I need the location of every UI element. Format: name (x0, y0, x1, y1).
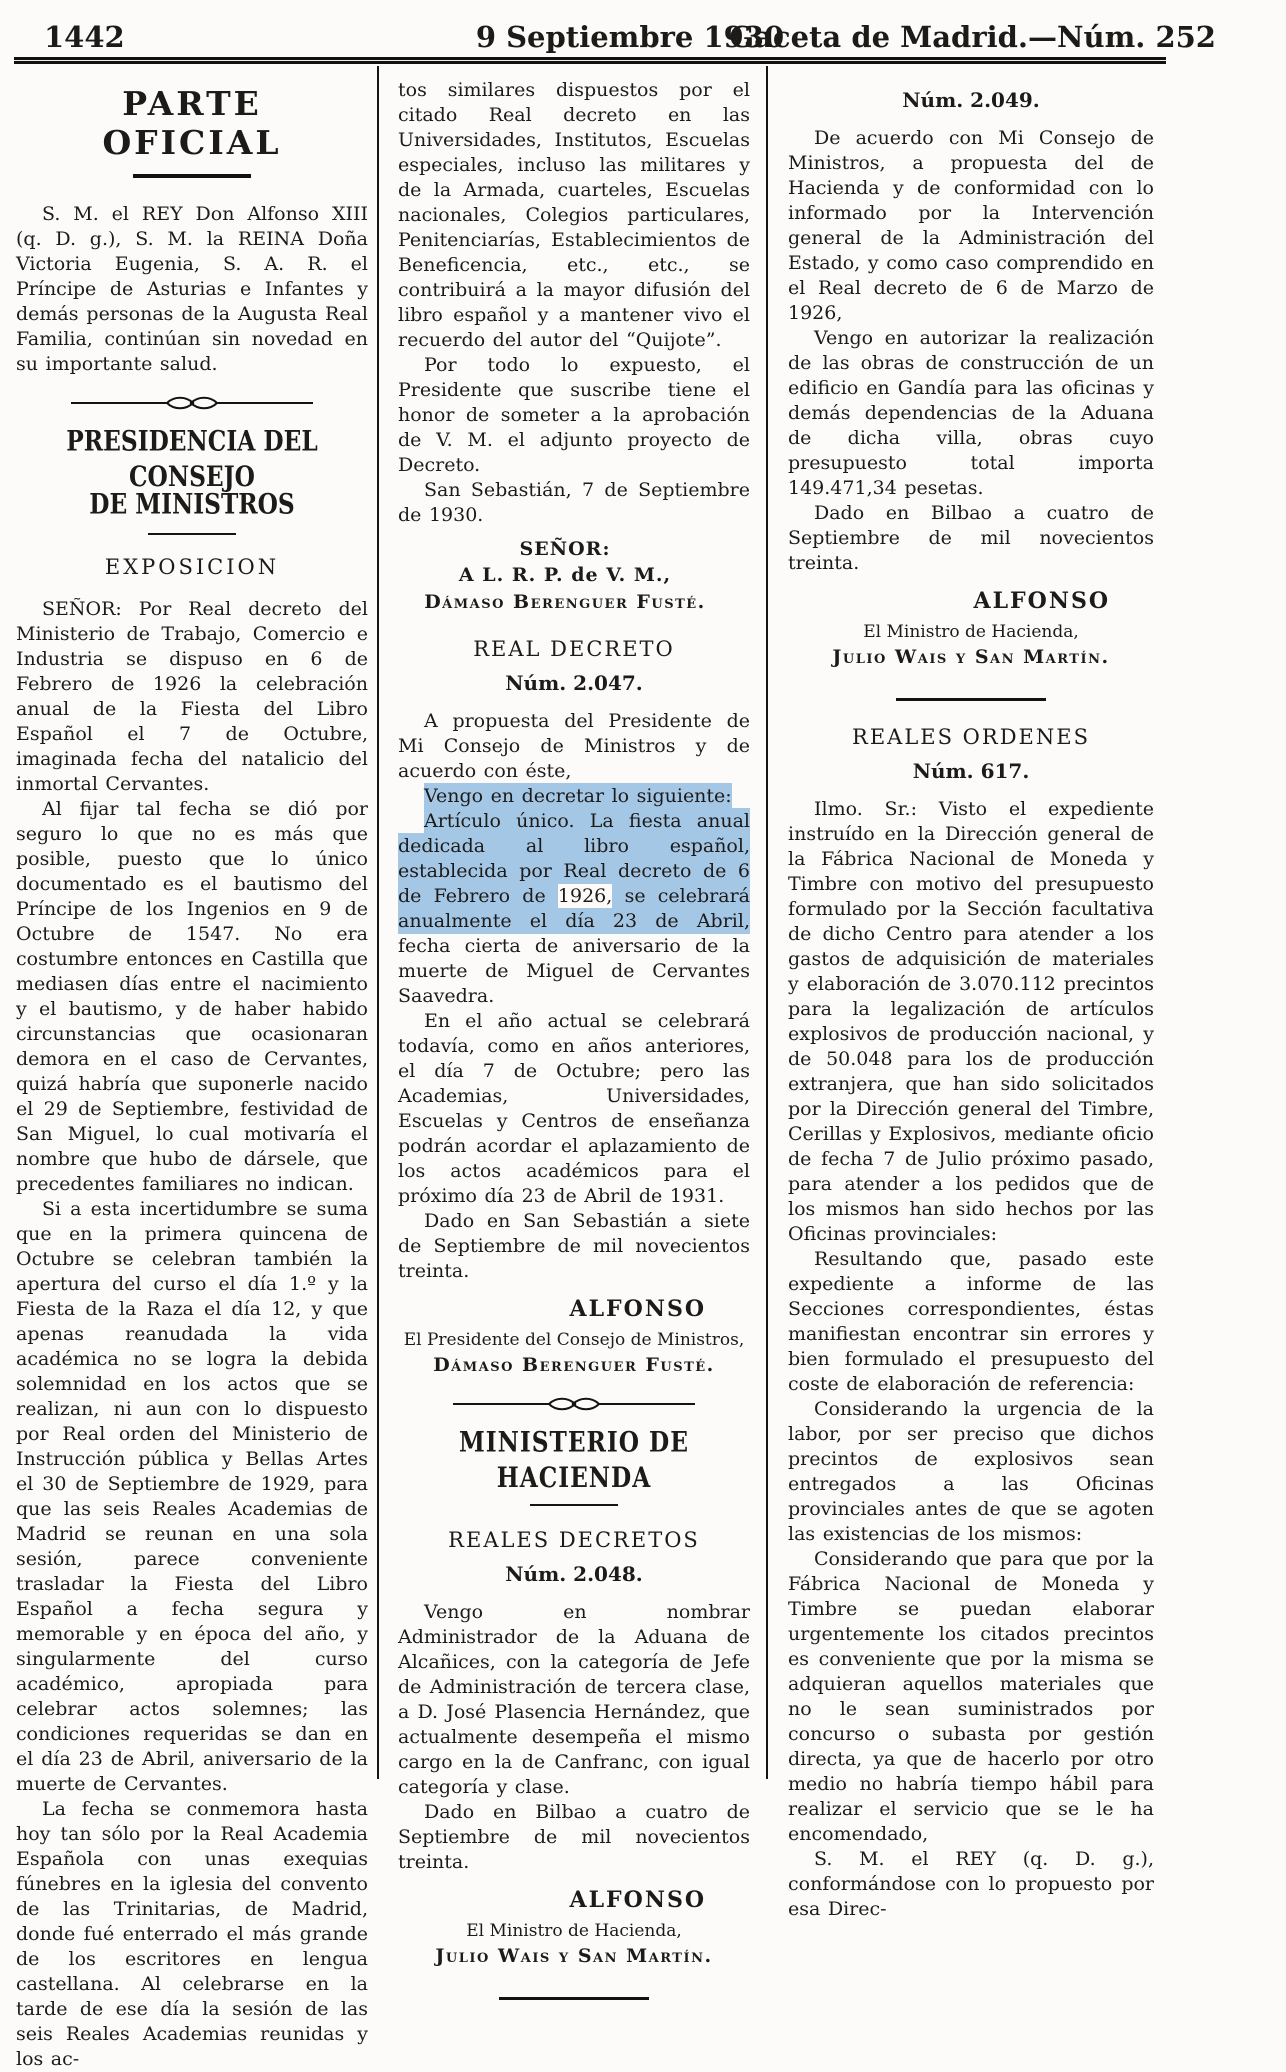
alfonso-signature-1: ALFONSO (569, 1296, 706, 1322)
order-617-considerando-2: Considerando que para que por la Fábrica Nacional de Moneda y Timbre se puedan elaborar urgentemente los citados precintos es conveniente que por la misma se adquieran aquellos materiales que no le sean suministrados por concurso o subasta por gestión directa, ya que de hacerlo por otro medio no habría tiempo hábil para realizar el servicio que se le ha encomendado, (788, 1548, 1154, 1845)
exposicion-paragraph-5: tos similares dispuestos por el citado Real decreto en las Universidades, Institutos, Escuelas especiales, incluso las militares y de la Armada, cuarteles, Escuelas nacionales, Colegios particulares, Penitenciarías, Establecimientos de Beneficencia, etc., etc., se contribuirá a la mayor difusión del libro español y a mantener vivo el recuerdo del autor del “Quijote”. (398, 79, 750, 351)
signature-line: El Ministro de Hacienda, (863, 622, 1079, 642)
column-1 (16, 64, 368, 2072)
highlighted-text: se celebrará anualmente el día 23 de Abril, (398, 885, 750, 932)
decree-number-2047: Núm. 2.047. (505, 671, 643, 695)
decree-2047-intro: A propuesta del Presidente de Mi Consejo de Ministros y de acuerdo con éste, (398, 710, 750, 782)
exposicion-heading: EXPOSICION (104, 555, 280, 579)
decree-2049-intro: De acuerdo con Mi Consejo de Ministros, a propuesta del de Hacienda y de conformidad con lo informado por la Intervención general de la Administración del Estado, y como caso comprendido en el Real decreto de 6 de Marzo de 1926, (788, 127, 1154, 324)
small-rule (148, 533, 236, 535)
highlighted-text: Vengo en decretar lo siguiente: (424, 785, 732, 807)
minister-signature-1 (398, 1919, 750, 1969)
exposicion-paragraph-1: SEÑOR: Por Real decreto del Ministerio de Trabajo, Comercio e Industria se dispuso en 6 de Febrero de 1926 la celebración anual de la Fiesta del Libro Español el 7 de Octubre, imaginada fecha del natalicio del inmortal Cervantes. (16, 598, 368, 795)
highlighted-text: Artículo único. La fiesta anual dedicada al libro español, establecida por Real decreto de 6 de Febrero de (398, 810, 750, 907)
column-3 (788, 64, 1154, 1922)
end-rule-1 (499, 1997, 649, 2000)
page-number: 1442 (44, 20, 125, 54)
heading-line: MINISTERIO DE HACIENDA (459, 1424, 689, 1495)
torsade-ornament-icon (67, 395, 317, 411)
order-617-resolution: S. M. el REY (q. D. g.), conformándose con lo propuesto por esa Direc- (788, 1848, 1154, 1920)
exposicion-paragraph-4: La fecha se conmemora hasta hoy tan sólo por la Real Academia Española con unas exequias fúnebres en la iglesia del convento de las Trinitarias, de Madrid, donde fué enterrado el más grande de los escritores en lengua castellana. Al celebrarse en la tarde de ese día la sesión de las seis Reales Academias reunidas y los ac- (16, 1798, 368, 2070)
decree-number-2049: Núm. 2.049. (902, 88, 1040, 112)
ministerio-hacienda-heading (398, 1424, 750, 1495)
ornament-divider (16, 395, 368, 415)
small-rule-2 (530, 1504, 618, 1506)
decree-2049-body: Vengo en autorizar la realización de las obras de construcción de un edificio en Gandía para las oficinas y demás dependencias de la Aduana de dicha villa, obras cuyo presupuesto total importa 149.471,34 pesetas. (788, 327, 1154, 499)
senor-closing (398, 536, 732, 615)
masthead-title: Gaceta de Madrid.—Núm. 252 (729, 20, 1216, 54)
signature-line: Dámaso Berenguer Fusté. (433, 1354, 715, 1376)
dateline-san-sebastian: San Sebastián, 7 de Septiembre de 1930. (398, 479, 750, 526)
plain-text: fecha cierta de aniversario de la muerte de Miguel de Cervantes Saavedra. (398, 935, 750, 1007)
decree-2048-body: Vengo en nombrar Administrador de la Aduana de Alcañices, con la categoría de Jefe de Administración de tercera clase, a D. José Plasencia Hernández, que actualmente desempeña el mismo cargo en la de Canfranc, con igual categoría y clase. (398, 1601, 750, 1798)
ornament-divider-2 (398, 1396, 750, 1416)
decree-number-2048: Núm. 2.048. (505, 1562, 643, 1586)
signature-line: Julio Wais y San Martín. (832, 646, 1110, 668)
alfonso-signature-3: ALFONSO (973, 588, 1110, 614)
order-617-considerando-1: Considerando la urgencia de la labor, por ser preciso que dichos precintos de explosivos sean entregados a las Oficinas provinciales antes de que se agoten las existencias de los mismos: (788, 1398, 1154, 1545)
heading-line: PRESIDENCIA DEL CONSEJO (66, 423, 318, 494)
end-rule-2 (896, 698, 1046, 701)
decree-2047-formula-highlighted (398, 784, 750, 809)
decree-2048-dateline: Dado en Bilbao a cuatro de Septiembre de mil novecientos treinta. (398, 1801, 750, 1873)
reales-ordenes-heading: REALES ORDENES (852, 725, 1090, 749)
signature-line: Julio Wais y San Martín. (435, 1945, 713, 1967)
signature-line: El Presidente del Consejo de Ministros, (403, 1330, 745, 1350)
exposicion-paragraph-3: Si a esta incertidumbre se suma que en la primera quincena de Octubre se celebran también la apertura del curso el día 1.º y la Fiesta de la Raza el día 12, y que apenas reanudada la vida académica no se logra la debida solemnidad en los actos que se realizan, ni aun con lo dispuesto por Real orden del Ministerio de Instrucción pública y Bellas Artes el 30 de Septiembre de 1929, para que las seis Reales Academias de Madrid se reunan en una sola sesión, parece conveniente trasladar la Fiesta del Libro Español a fecha segura y memorable y en época del año, y singularmente del curso académico, apropiada para celebrar actos solemnes; las condiciones requeridas se dan en el día 23 de Abril, aniversario de la muerte de Cervantes. (16, 1198, 368, 1795)
issue-date: 9 Septiembre 1930 (475, 20, 785, 54)
order-617-visto: Ilmo. Sr.: Visto el expediente instruído en la Dirección general de la Fábrica Nacional de Moneda y Timbre con motivo del presupuesto formulado por la Sección facultativa de dicho Centro para atender a los gastos de adquisición de materiales y elaboración de 3.070.112 precintos para la legalización de artículos explosivos de producción nacional, y de 50.048 para los de producción extranjera, que han sido solicitados por la Dirección general del Timbre, Cerillas y Explosivos, mediante oficio de fecha 7 de Julio próximo pasado, para atender a los pedidos que de los mismos han sido hechos por las Oficinas provinciales: (788, 798, 1154, 1245)
presidencia-heading (16, 423, 368, 521)
torsade-ornament-icon (449, 1396, 699, 1412)
closing-line: SEÑOR: (519, 538, 611, 560)
column-divider-1 (377, 66, 379, 1779)
decree-2049-dateline: Dado en Bilbao a cuatro de Septiembre de mil novecientos treinta. (788, 502, 1154, 574)
heading-line: DE MINISTROS (89, 486, 295, 521)
order-number-617: Núm. 617. (912, 759, 1030, 783)
plain-text: 1926, (557, 885, 613, 907)
closing-line: A L. R. P. de V. M., (458, 564, 672, 586)
closing-line: Dámaso Berenguer Fusté. (424, 591, 706, 613)
heading-underline (133, 174, 251, 178)
signature-line: El Ministro de Hacienda, (466, 1921, 682, 1941)
header-rule (14, 57, 1166, 64)
exposicion-paragraph-6: Por todo lo expuesto, el Presidente que suscribe tiene el honor de someter a la aprobación de V. M. el adjunto proyecto de Decreto. (398, 354, 750, 476)
reales-decretos-heading: REALES DECRETOS (448, 1528, 700, 1552)
column-divider-2 (766, 66, 768, 1779)
decree-2047-dateline: Dado en San Sebastián a siete de Septiembre de mil novecientos treinta. (398, 1210, 750, 1282)
alfonso-signature-2: ALFONSO (569, 1887, 706, 1913)
page-header (0, 8, 1286, 58)
decree-2047-transition: En el año actual se celebrará todavía, como en años anteriores, el día 7 de Octubre; pero las Academias, Universidades, Escuelas y Centros de enseñanza podrán acordar el aplazamiento de los actos académicos para el próximo día 23 de Abril de 1931. (398, 1010, 750, 1207)
minister-signature-2 (788, 620, 1154, 670)
president-signature (398, 1328, 750, 1378)
exposicion-paragraph-2: Al fijar tal fecha se dió por seguro lo que no es más que posible, puesto que lo único documentado es el bautismo del Príncipe de los Ingenios en 9 de Octubre de 1547. No era costumbre entonces en Castilla que mediasen días entre el nacimiento y el bautismo, y de haber habido circunstancias que ocasionaran demora en el caso de Cervantes, quizá habría que suponerle nacido el 29 de Septiembre, festividad de San Miguel, lo cual motivaría el nombre que hubo de dársele, que precedentes familiares no indican. (16, 798, 368, 1195)
real-decreto-heading: REAL DECRETO (473, 637, 675, 661)
decree-2047-article-highlighted (398, 809, 750, 1009)
order-617-resultando: Resultando que, pasado este expediente a informe de las Secciones correspondientes, éstas manifiestan encontrar sin errores y bien formulado el presupuesto del coste de elaboración de referencia: (788, 1248, 1154, 1395)
parte-oficial-heading: PARTE OFICIAL (102, 84, 282, 162)
column-2 (398, 64, 750, 2024)
royal-health-paragraph: S. M. el REY Don Alfonso XIII (q. D. g.), S. M. la REINA Doña Victoria Eugenia, S. A. R. el Príncipe de Asturias e Infantes y demás personas de la Augusta Real Familia, continúan sin novedad en su importante salud. (16, 203, 368, 375)
